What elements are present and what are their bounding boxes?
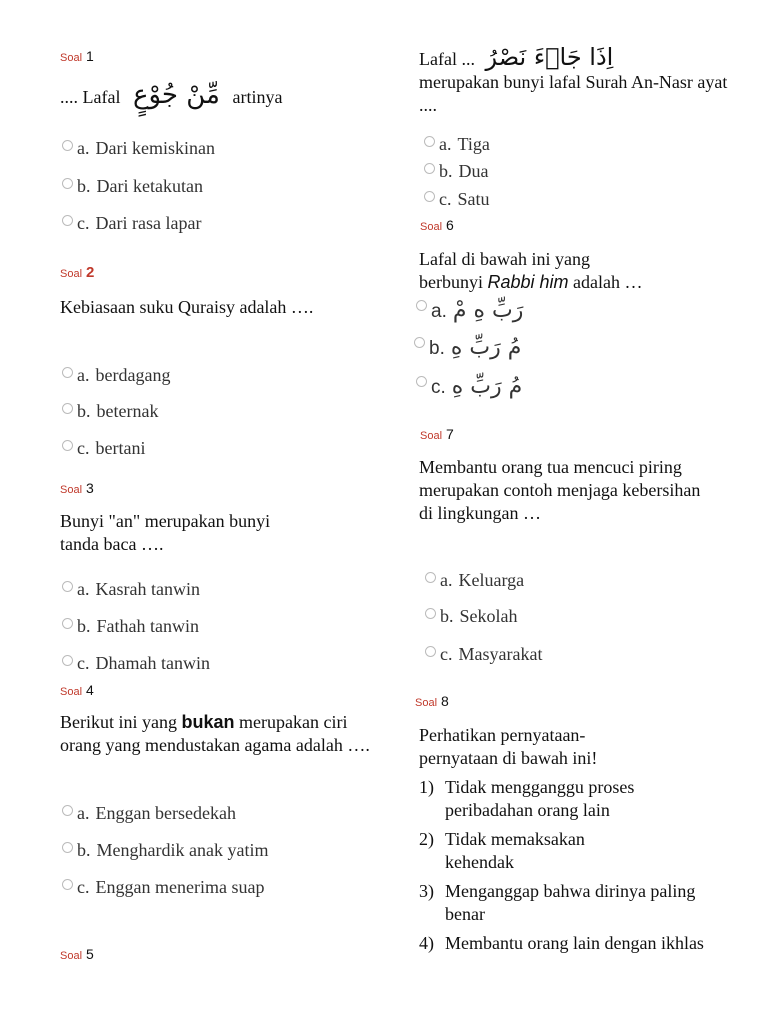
question-1-label bbox=[60, 48, 94, 64]
soal-text: Soal bbox=[420, 430, 443, 442]
option-text: Dari ketakutan bbox=[96, 176, 203, 196]
q1-option-a[interactable] bbox=[62, 138, 215, 159]
option-letter: c. bbox=[440, 644, 453, 664]
question-1-text bbox=[60, 80, 390, 110]
option-letter: c. bbox=[439, 189, 452, 209]
q5-option-a[interactable] bbox=[424, 134, 490, 155]
statement-number: 3) bbox=[419, 881, 434, 901]
option-letter: b. bbox=[429, 338, 445, 359]
q6-italic: Rabbi him bbox=[487, 272, 569, 292]
question-2-text: Kebiasaan suku Quraisy adalah …. bbox=[60, 297, 314, 317]
radio-button[interactable] bbox=[62, 215, 73, 226]
soal-text: Soal bbox=[60, 52, 83, 64]
option-text: Sekolah bbox=[459, 606, 518, 626]
q4-text-pre: Berikut ini yang bbox=[60, 712, 182, 732]
option-letter: b. bbox=[77, 176, 91, 196]
radio-button[interactable] bbox=[62, 879, 73, 890]
statement-text: Menganggap bahwa dirinya paling benar bbox=[445, 881, 696, 924]
option-letter: c. bbox=[77, 877, 90, 897]
option-arabic: مُ رَبِّ هِ bbox=[450, 335, 522, 360]
q8-statement-2 bbox=[419, 828, 645, 874]
option-letter: a. bbox=[431, 301, 447, 322]
option-text: Dua bbox=[458, 161, 489, 181]
option-letter: c. bbox=[77, 213, 90, 233]
q5-prefix: Lafal ... bbox=[419, 49, 475, 69]
statement-text: Tidak mengganggu proses peribadahan orang lain bbox=[445, 777, 635, 820]
question-6-label bbox=[420, 217, 454, 233]
question-3-text bbox=[60, 510, 380, 556]
q1-prefix: .... Lafal bbox=[60, 87, 121, 107]
option-letter: a. bbox=[77, 365, 90, 385]
question-8-label bbox=[415, 693, 449, 709]
q6-option-a[interactable] bbox=[416, 298, 523, 323]
radio-button[interactable] bbox=[62, 178, 73, 189]
q6-line-1: Lafal di bawah ini yang bbox=[419, 249, 590, 269]
radio-button[interactable] bbox=[62, 403, 73, 414]
option-text: Satu bbox=[457, 189, 490, 209]
question-number: 4 bbox=[86, 682, 94, 698]
statement-number: 1) bbox=[419, 777, 434, 797]
option-letter: a. bbox=[77, 803, 90, 823]
option-arabic: رَبِّ هِ مْ bbox=[452, 298, 524, 323]
soal-text: Soal bbox=[60, 484, 83, 496]
option-text: Dari rasa lapar bbox=[95, 213, 202, 233]
question-number: 6 bbox=[446, 217, 454, 233]
q5-option-b[interactable] bbox=[424, 161, 489, 182]
option-text: Menghardik anak yatim bbox=[96, 840, 269, 860]
option-text: beternak bbox=[96, 401, 159, 421]
q6-pre: berbunyi bbox=[419, 272, 488, 292]
q3-option-a[interactable] bbox=[62, 579, 200, 600]
q8-statement-3 bbox=[419, 880, 725, 926]
q1-arabic: مِّنْ جُوْعٍ bbox=[132, 80, 220, 110]
radio-button[interactable] bbox=[416, 376, 427, 387]
q3-option-b[interactable] bbox=[62, 616, 199, 637]
radio-button[interactable] bbox=[424, 136, 435, 147]
q4-option-c[interactable] bbox=[62, 877, 264, 898]
option-letter: c. bbox=[431, 377, 446, 398]
q2-option-b[interactable] bbox=[62, 401, 158, 422]
option-arabic: مُ رَبِّ هِ bbox=[451, 374, 523, 399]
q7-option-a[interactable] bbox=[425, 570, 524, 591]
statement-number: 2) bbox=[419, 829, 434, 849]
radio-button[interactable] bbox=[62, 805, 73, 816]
soal-text: Soal bbox=[415, 697, 438, 709]
radio-button[interactable] bbox=[62, 842, 73, 853]
question-7-label bbox=[420, 426, 454, 442]
question-3-label bbox=[60, 480, 94, 496]
option-text: Enggan bersedekah bbox=[95, 803, 236, 823]
question-4-text bbox=[60, 711, 370, 757]
radio-button[interactable] bbox=[424, 163, 435, 174]
option-text: berdagang bbox=[95, 365, 171, 385]
option-letter: a. bbox=[439, 134, 452, 154]
radio-button[interactable] bbox=[62, 367, 73, 378]
option-text: Dari kemiskinan bbox=[95, 138, 215, 158]
soal-text: Soal bbox=[420, 221, 443, 233]
q7-option-b[interactable] bbox=[425, 606, 518, 627]
option-letter: b. bbox=[439, 161, 453, 181]
option-text: Enggan menerima suap bbox=[95, 877, 265, 897]
option-letter: c. bbox=[77, 438, 90, 458]
option-letter: b. bbox=[77, 840, 91, 860]
radio-button[interactable] bbox=[416, 300, 427, 311]
radio-button[interactable] bbox=[425, 608, 436, 619]
question-number: 2 bbox=[86, 264, 95, 281]
question-number: 5 bbox=[86, 946, 94, 962]
question-5-label bbox=[60, 946, 94, 962]
q3-line-2: tanda baca …. bbox=[60, 534, 164, 554]
q7-option-c[interactable] bbox=[425, 644, 542, 665]
question-6-text bbox=[419, 248, 739, 294]
question-8-text: Perhatikan pernyataan-pernyataan di bawah ini! bbox=[419, 725, 598, 768]
soal-text: Soal bbox=[60, 950, 83, 962]
q2-option-c[interactable] bbox=[62, 438, 145, 459]
q5-text: merupakan bunyi lafal Surah An-Nasr ayat .... bbox=[419, 72, 728, 115]
question-4-label bbox=[60, 682, 94, 698]
option-letter: b. bbox=[77, 616, 91, 636]
option-letter: b. bbox=[77, 401, 91, 421]
q1-option-c[interactable] bbox=[62, 213, 201, 234]
radio-button[interactable] bbox=[425, 646, 436, 657]
q5-arabic: اِذَا جَاۤءَ نَصْرُ bbox=[485, 43, 614, 71]
statement-number: 4) bbox=[419, 933, 434, 953]
q3-line-1: Bunyi "an" merupakan bunyi bbox=[60, 511, 271, 531]
q4-option-a[interactable] bbox=[62, 803, 236, 824]
soal-text: Soal bbox=[60, 268, 83, 280]
option-text: Masyarakat bbox=[458, 644, 543, 664]
q4-bold-word: bukan bbox=[181, 712, 235, 732]
radio-button[interactable] bbox=[425, 572, 436, 583]
q6-option-c[interactable] bbox=[416, 374, 522, 399]
option-letter: b. bbox=[440, 606, 454, 626]
option-letter: c. bbox=[77, 653, 90, 673]
option-text: Kasrah tanwin bbox=[95, 579, 200, 599]
radio-button[interactable] bbox=[62, 655, 73, 666]
q3-option-c[interactable] bbox=[62, 653, 210, 674]
q4-text-rest: merupakan ciri orang yang mendustakan agama adalah …. bbox=[60, 712, 370, 755]
statement-text: Tidak memaksakan kehendak bbox=[445, 829, 585, 872]
question-5-text bbox=[419, 43, 739, 117]
statement-text: Membantu orang lain dengan ikhlas bbox=[445, 933, 704, 953]
question-7-text: Membantu orang tua mencuci piring merupakan contoh menjaga kebersihan di lingkungan … bbox=[419, 457, 701, 523]
option-letter: a. bbox=[77, 579, 90, 599]
radio-button[interactable] bbox=[62, 581, 73, 592]
q6-option-b[interactable] bbox=[414, 335, 521, 360]
question-number: 7 bbox=[446, 426, 454, 442]
radio-button[interactable] bbox=[424, 191, 435, 202]
radio-button[interactable] bbox=[62, 618, 73, 629]
option-text: bertani bbox=[95, 438, 146, 458]
question-2-label bbox=[60, 264, 94, 281]
question-number: 3 bbox=[86, 480, 94, 496]
option-text: Tiga bbox=[457, 134, 490, 154]
option-text: Keluarga bbox=[458, 570, 525, 590]
radio-button[interactable] bbox=[62, 140, 73, 151]
radio-button[interactable] bbox=[414, 337, 425, 348]
option-letter: a. bbox=[440, 570, 453, 590]
question-number: 8 bbox=[441, 693, 449, 709]
option-text: Fathah tanwin bbox=[96, 616, 199, 636]
q5-option-c[interactable] bbox=[424, 189, 490, 210]
q8-statement-4 bbox=[419, 932, 725, 955]
radio-button[interactable] bbox=[62, 440, 73, 451]
q2-option-a[interactable] bbox=[62, 365, 170, 386]
q6-post: adalah … bbox=[568, 272, 643, 292]
option-letter: a. bbox=[77, 138, 90, 158]
q8-statement-1 bbox=[419, 776, 725, 822]
q1-option-b[interactable] bbox=[62, 176, 203, 197]
option-text: Dhamah tanwin bbox=[95, 653, 210, 673]
q1-suffix: artinya bbox=[232, 87, 283, 107]
soal-text: Soal bbox=[60, 686, 83, 698]
q4-option-b[interactable] bbox=[62, 840, 268, 861]
question-number: 1 bbox=[86, 48, 94, 64]
